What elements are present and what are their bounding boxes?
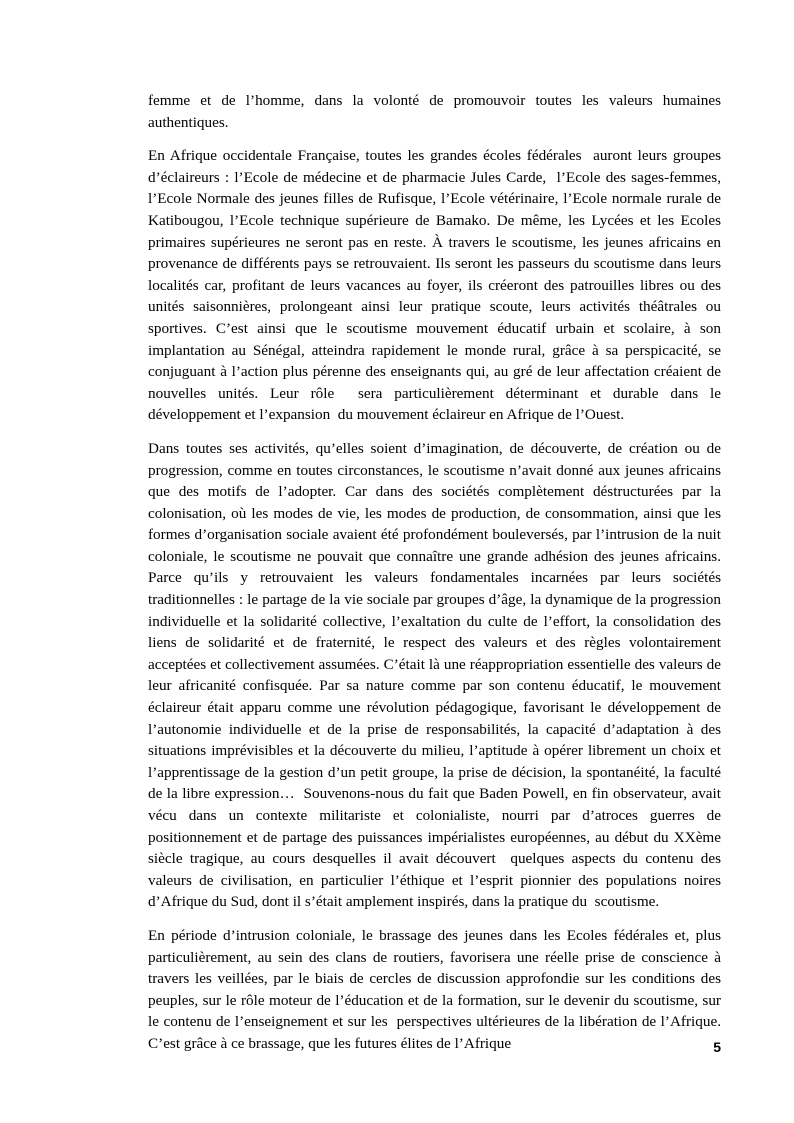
paragraph: femme et de l’homme, dans la volonté de promouvoir toutes les valeurs humaines authentiques. — [148, 92, 725, 131]
paragraph: En période d’intrusion coloniale, le brassage des jeunes dans les Ecoles fédérales et, plus particulièrement, au sein des clans de routiers, favorisera une réelle prise de conscience à travers les veillées, par le biais de cercles de discussion approfondie sur les conditions des peuples, sur le rôle moteur de l’éducation et de la formation, sur le devenir du scoutisme, sur le contenu de l’enseignement et sur les perspectives ultérieures de la libération de l’Afrique. C’est grâce à ce brassage, que les futures élites de l’Afrique — [148, 926, 725, 1052]
paragraph: Dans toutes ses activités, qu’elles soient d’imagination, de découverte, de création ou de progression, comme en toutes circonstances, le scoutisme n’avait donné aux jeunes africains que des motifs de l’adopter. Car dans des sociétés complètement déstructurées par la colonisation, où les modes de vie, les modes de production, de consommation, ainsi que les formes d’organisation sociale avaient été profondément bouleversés, par l’intrusion de la nuit coloniale, le scoutisme ne pouvait que connaître une grande adhésion des jeunes africains. Parce qu’ils y retrouvaient les valeurs fondamentales incarnées par leurs sociétés traditionnelles : le partage de la vie sociale par groupes d’âge, la dynamique de la progression individuelle et la solidarité collective, l’exaltation du culte de l’effort, la consolidation des liens de solidarité et de fraternité, le respect des valeurs et des règles volontairement acceptées et collectivement assumées. C’était là une réappropriation essentielle des valeurs de leur africanité confisquée. Par sa nature comme par son contenu éducatif, le mouvement éclaireur était apparu comme une révolution pédagogique, favorisant le développement de l’autonomie individuelle et de la prise de responsabilités, la capacité d’adaptation à des situations imprévisibles et la découverte du milieu, l’aptitude à opérer librement un choix et l’apprentissage de la gestion d’un petit groupe, la prise de décision, la spontanéité, la faculté de la libre expression… Souvenons-nous du fait que Baden Powell, en fin observateur, avait vécu dans un contexte militariste et colonialiste, nourri par d’atroces guerres de positionnement et de partage des puissances impérialistes européennes, au début du XXème siècle tragique, au cours desquelles il avait découvert quelques aspects du contenu des valeurs de civilisation, en particulier l’éthique et l’esprit pionnier des populations noires d’Afrique du Sud, dont il s’était amplement inspirés, dans la pratique du scoutisme. — [148, 439, 729, 911]
page-number: 5 — [713, 1039, 721, 1055]
paragraph: En Afrique occidentale Française, toutes les grandes écoles fédérales auront leurs groupes d’éclaireurs : l’Ecole de médecine et de pharmacie Jules Carde, l’Ecole des sages-femmes, l’Ecole Normale des jeunes filles de Rufisque, l’Ecole vétérinaire, l’Ecole normale rurale de Katibougou, l’Ecole technique supérieure de Bamako. De même, les Lycées et les Ecoles primaires supérieures ne seront pas en reste. À travers le scoutisme, les jeunes africains en provenance de différents pays se retrouvaient. Ils seront les passeurs du scoutisme dans leurs localités car, profitant de leurs vacances au foyer, ils créeront des patrouilles libres ou des unités saisonnières, prolongeant ainsi leur pratique scoute, leurs activités théâtrales ou sportives. C’est ainsi que le scoutisme mouvement éducatif urbain et scolaire, à son implantation au Sénégal, atteindra rapidement le monde rural, grâce à sa perspicacité, se conjuguant à l’action plus pérenne des enseignants qui, au gré de leur affectation créaient de nouvelles unités. Leur rôle sera particulièrement déterminant et durable dans le développement et l’expansion du mouvement éclaireur en Afrique de l’Ouest. — [148, 147, 725, 424]
document-body — [148, 90, 729, 1055]
